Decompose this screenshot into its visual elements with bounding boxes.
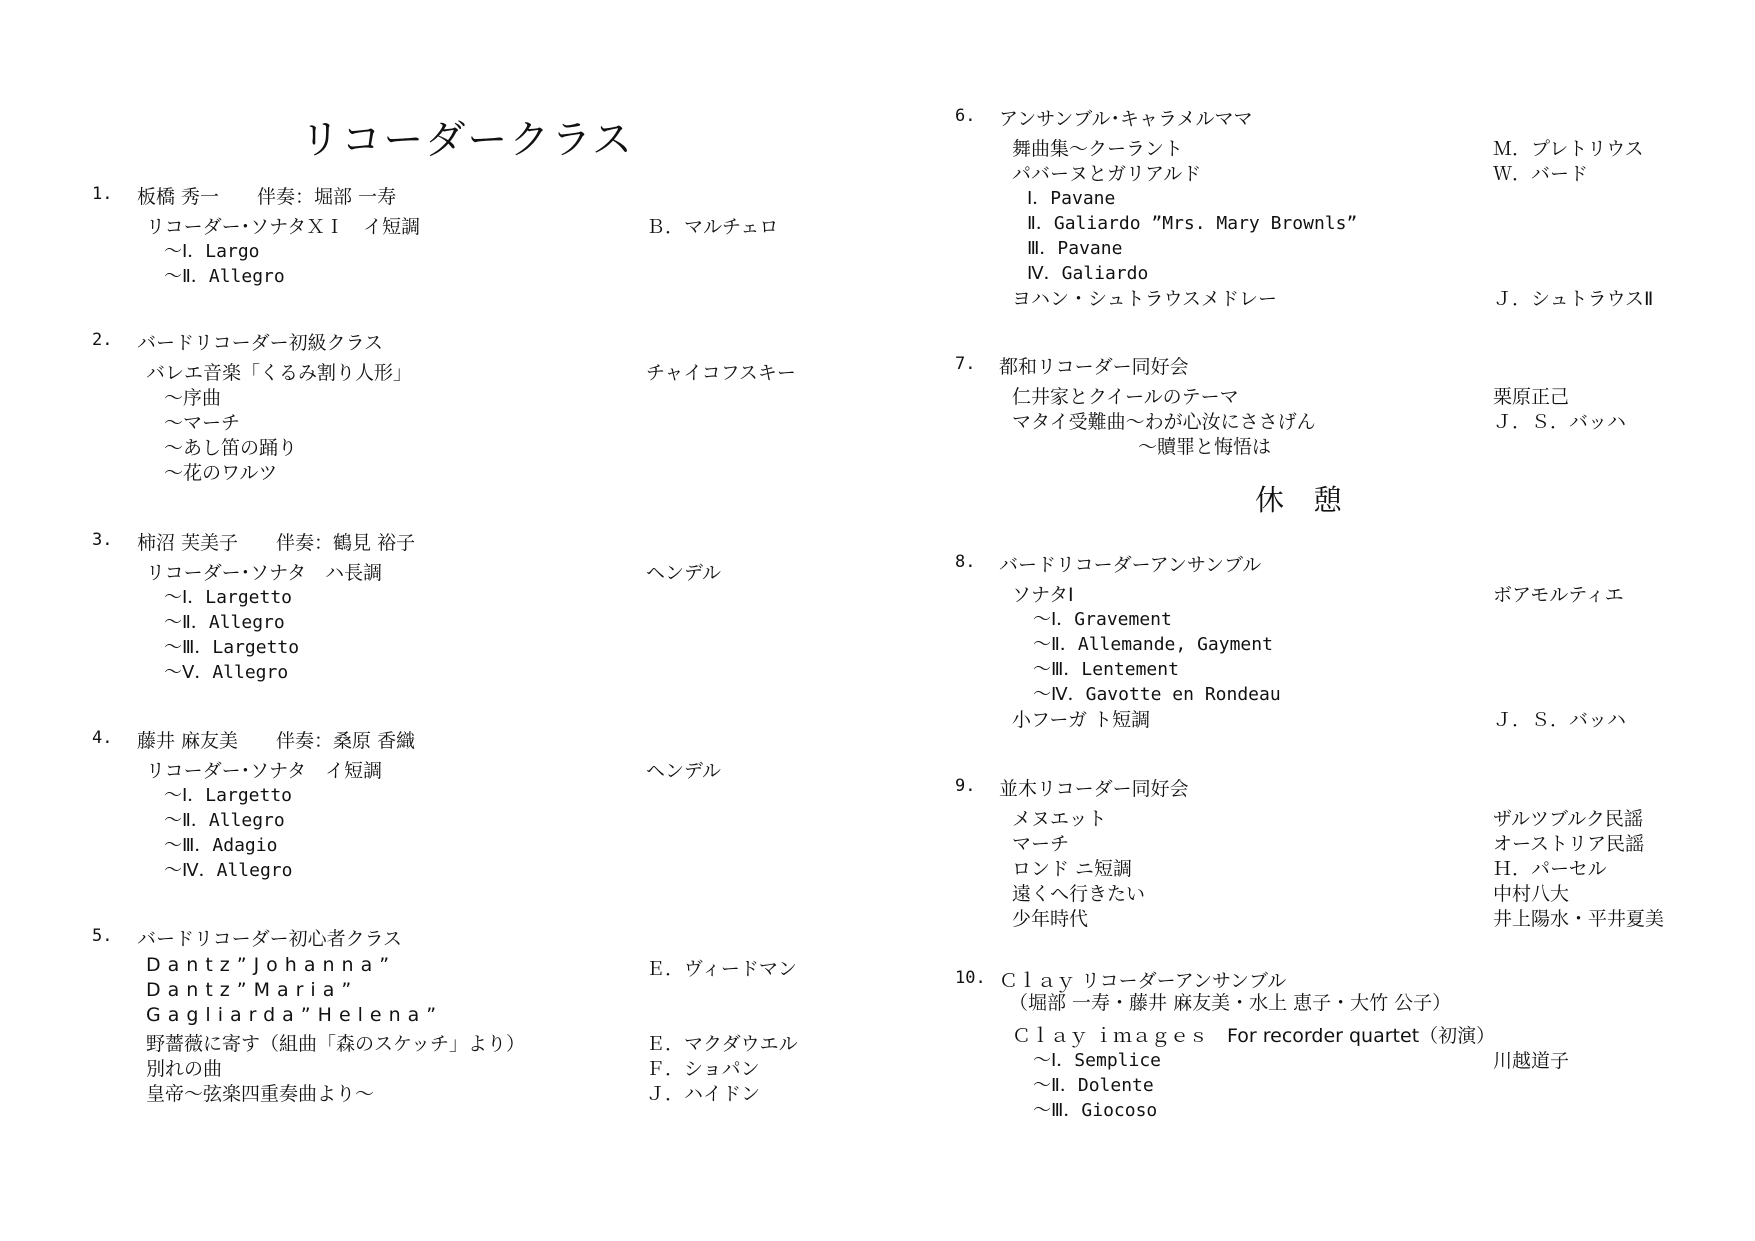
program-item	[92, 722, 852, 881]
intermission-heading: 休 憩	[1255, 483, 1343, 517]
piece-row	[955, 234, 1715, 259]
piece-row	[955, 209, 1715, 234]
piece-title: ～Ⅱ．Allegro	[164, 810, 285, 831]
program-number: 9.	[955, 776, 976, 796]
piece-title: Ｃｌａｙ ｉｍａｇｅｓ For recorder quartet（初演）	[1012, 1025, 1496, 1047]
composer-name: Ｊ．Ｓ．バッハ	[1493, 709, 1627, 731]
piece-row	[955, 1096, 1715, 1121]
piece-title: マーチ	[1012, 833, 1070, 855]
piece-title: ヨハン・シュトラウスメドレー	[1012, 288, 1278, 310]
piece-row	[955, 680, 1715, 705]
composer-name: Ｊ．シュトラウスⅡ	[1493, 288, 1654, 310]
piece-row	[92, 756, 852, 781]
piece-title: ～Ⅱ．Allegro	[164, 266, 285, 287]
program-number: 2.	[92, 330, 113, 350]
program-number: 10.	[955, 968, 986, 988]
piece-row	[92, 383, 852, 408]
program-item	[955, 962, 1715, 1121]
piece-row	[92, 558, 852, 583]
piece-row	[955, 1046, 1715, 1071]
piece-title: ～Ⅰ．Largetto	[164, 587, 293, 608]
piece-row	[92, 658, 852, 683]
program-item-header	[955, 100, 1715, 134]
piece-row	[92, 608, 852, 633]
piece-title: リコーダー･ソナタ イ短調	[146, 760, 383, 782]
performer-name: バードリコーダーアンサンブル	[999, 554, 1262, 576]
piece-title: ～Ⅴ．Allegro	[164, 662, 289, 683]
composer-name: 川越道子	[1493, 1050, 1570, 1072]
program-number: 1.	[92, 184, 113, 204]
program-item-header	[955, 546, 1715, 580]
piece-title: ～贖罪と悔悟は	[1138, 436, 1272, 458]
piece-row	[92, 1054, 852, 1079]
piece-row	[955, 184, 1715, 209]
performer-name: 板橋 秀一 伴奏：堀部 一寿	[137, 186, 397, 208]
piece-row	[92, 583, 852, 608]
piece-row	[92, 262, 852, 287]
piece-title: 舞曲集～クーラント	[1012, 138, 1184, 160]
program-item-header	[92, 178, 852, 212]
piece-title: ～マーチ	[164, 412, 241, 434]
composer-name: ヘンデル	[646, 562, 722, 584]
program-item-header	[955, 348, 1715, 382]
composer-name: チャイコフスキー	[646, 362, 796, 384]
performer-name: Ｃｌａｙ リコーダーアンサンブル	[999, 970, 1287, 992]
piece-title: マタイ受難曲～わが心汝にささげん	[1012, 411, 1316, 433]
piece-title: ～Ⅲ．Giocoso	[1033, 1100, 1158, 1121]
piece-row	[955, 630, 1715, 655]
program-number: 5.	[92, 926, 113, 946]
piece-row	[92, 979, 852, 1004]
piece-row	[92, 1079, 852, 1104]
piece-title: リコーダー･ソナタ ハ長調	[146, 562, 383, 584]
piece-title: Ⅰ．Pavane	[1027, 188, 1116, 209]
piece-title: ～Ⅳ．Gavotte en Rondeau	[1033, 684, 1281, 705]
program-item	[92, 178, 852, 287]
piece-title: ～Ⅰ．Gravement	[1033, 609, 1172, 630]
piece-row	[92, 831, 852, 856]
piece-title: ～Ⅱ．Dolente	[1033, 1075, 1154, 1096]
program-item-header	[955, 770, 1715, 804]
piece-row	[92, 237, 852, 262]
program-number: 8.	[955, 552, 976, 572]
piece-title: 皇帝～弦楽四重奏曲より～	[146, 1083, 375, 1105]
performer-name: 柿沼 芙美子 伴奏：鶴見 裕子	[137, 532, 416, 554]
piece-title: Ⅲ．Pavane	[1027, 238, 1123, 259]
piece-row	[955, 655, 1715, 680]
program-item	[955, 546, 1715, 730]
piece-title: ～Ⅲ．Largetto	[164, 637, 300, 658]
piece-title: ～Ⅰ．Largo	[164, 241, 260, 262]
piece-title: ～Ⅲ．Adagio	[164, 835, 278, 856]
composer-name: ヘンデル	[646, 760, 722, 782]
piece-row	[955, 1071, 1715, 1096]
piece-row	[92, 458, 852, 483]
piece-row	[955, 159, 1715, 184]
program-item	[955, 348, 1715, 457]
piece-row	[92, 358, 852, 383]
piece-title: 野薔薇に寄す（組曲「森のスケッチ」より）	[146, 1033, 526, 1055]
composer-name: Ｅ．ヴィードマン	[646, 958, 797, 980]
composer-name: Ｍ．プレトリウス	[1493, 138, 1644, 160]
program-number: 7.	[955, 354, 976, 374]
piece-row	[92, 781, 852, 806]
piece-title: Gagliarda”Helena”	[146, 1004, 444, 1026]
piece-title: Ⅳ．Galiardo	[1027, 263, 1149, 284]
program-item	[92, 524, 852, 683]
piece-row	[955, 879, 1715, 904]
piece-title: （堀部 一寿・藤井 麻友美・水上 恵子・大竹 公子）	[1009, 992, 1452, 1014]
performer-name: 都和リコーダー同好会	[999, 356, 1189, 378]
piece-row	[955, 605, 1715, 630]
program-item-header	[92, 920, 852, 954]
piece-row	[955, 407, 1715, 432]
piece-row	[955, 904, 1715, 929]
page-title: リコーダークラス	[300, 117, 634, 163]
piece-row	[955, 705, 1715, 730]
piece-row	[92, 212, 852, 237]
piece-row	[92, 433, 852, 458]
piece-row	[955, 134, 1715, 159]
composer-name: Ｈ．パーセル	[1493, 858, 1607, 880]
piece-title: ～Ⅳ．Allegro	[164, 860, 293, 881]
piece-title: 小フーガ ト短調	[1012, 709, 1151, 731]
composer-name: Ｂ．マルチェロ	[646, 216, 779, 238]
piece-row	[955, 988, 1715, 1021]
piece-title: ～Ⅰ．Semplice	[1033, 1050, 1162, 1071]
piece-row	[955, 382, 1715, 407]
composer-name: 栗原正己	[1493, 386, 1570, 408]
piece-row	[955, 1021, 1715, 1046]
piece-title: ～あし笛の踊り	[164, 437, 298, 459]
piece-title: Dantz”Johanna”	[146, 954, 397, 976]
composer-name: 中村八大	[1493, 883, 1570, 905]
piece-row	[92, 408, 852, 433]
composer-name: ザルツブルク民謡	[1493, 808, 1643, 830]
piece-title: ロンド ニ短調	[1012, 858, 1133, 880]
composer-name: ボアモルティエ	[1493, 584, 1624, 606]
piece-row	[92, 633, 852, 658]
composer-name: Ｗ．バード	[1493, 163, 1589, 185]
piece-row	[955, 259, 1715, 284]
piece-title: ～Ⅱ．Allemande, Gayment	[1033, 634, 1273, 655]
piece-row	[92, 806, 852, 831]
program-item	[955, 770, 1715, 929]
piece-row	[92, 1029, 852, 1054]
performer-name: バードリコーダー初級クラス	[137, 332, 384, 354]
composer-name: オーストリア民謡	[1493, 833, 1645, 855]
piece-title: バレエ音楽「くるみ割り人形」	[146, 362, 413, 384]
piece-row	[955, 284, 1715, 309]
piece-title: ～序曲	[164, 387, 222, 409]
piece-title: Dantz”Maria”	[146, 979, 359, 1001]
piece-title: 遠くへ行きたい	[1012, 883, 1146, 905]
piece-title: ～Ⅰ．Largetto	[164, 785, 293, 806]
piece-row	[955, 829, 1715, 854]
program-item-header	[92, 524, 852, 558]
piece-row	[955, 432, 1715, 457]
program-item	[955, 100, 1715, 309]
piece-title: 少年時代	[1012, 908, 1089, 930]
piece-row	[955, 854, 1715, 879]
performer-name: 藤井 麻友美 伴奏：桑原 香織	[137, 730, 416, 752]
program-item	[92, 324, 852, 483]
composer-name: Ｊ．ハイドン	[646, 1083, 761, 1105]
composer-name: Ｆ．ショパン	[646, 1058, 760, 1080]
program-number: 6.	[955, 106, 976, 126]
composer-name: Ｊ．Ｓ．バッハ	[1493, 411, 1627, 433]
piece-row	[92, 954, 852, 979]
piece-title: Ⅱ．Galiardo ”Mrs. Mary Brownls”	[1027, 213, 1358, 234]
program-item-header	[92, 722, 852, 756]
performer-name: バードリコーダー初心者クラス	[137, 928, 403, 950]
piece-title: パバーヌとガリアルド	[1012, 163, 1202, 185]
piece-row	[92, 1004, 852, 1029]
piece-title: リコーダー･ソナタＸＩ イ短調	[146, 216, 421, 238]
program-item	[92, 920, 852, 1104]
composer-name: 井上陽水・平井夏美	[1493, 908, 1665, 930]
program-number: 3.	[92, 530, 113, 550]
performer-name: 並木リコーダー同好会	[999, 778, 1189, 800]
piece-title: ～Ⅲ．Lentement	[1033, 659, 1179, 680]
piece-title: 別れの曲	[146, 1058, 223, 1080]
program-number: 4.	[92, 728, 113, 748]
piece-title: 仁井家とクイールのテーマ	[1012, 386, 1239, 408]
program-item-header	[92, 324, 852, 358]
composer-name: Ｅ．マクダウエル	[646, 1033, 798, 1055]
performer-name: アンサンブル･キャラメルママ	[999, 108, 1253, 130]
piece-row	[92, 856, 852, 881]
piece-row	[955, 804, 1715, 829]
piece-title: ～Ⅱ．Allegro	[164, 612, 285, 633]
piece-row	[955, 580, 1715, 605]
piece-title: ～花のワルツ	[164, 462, 278, 484]
piece-title: ソナタⅠ	[1012, 584, 1074, 606]
piece-title: メヌエット	[1012, 808, 1107, 830]
